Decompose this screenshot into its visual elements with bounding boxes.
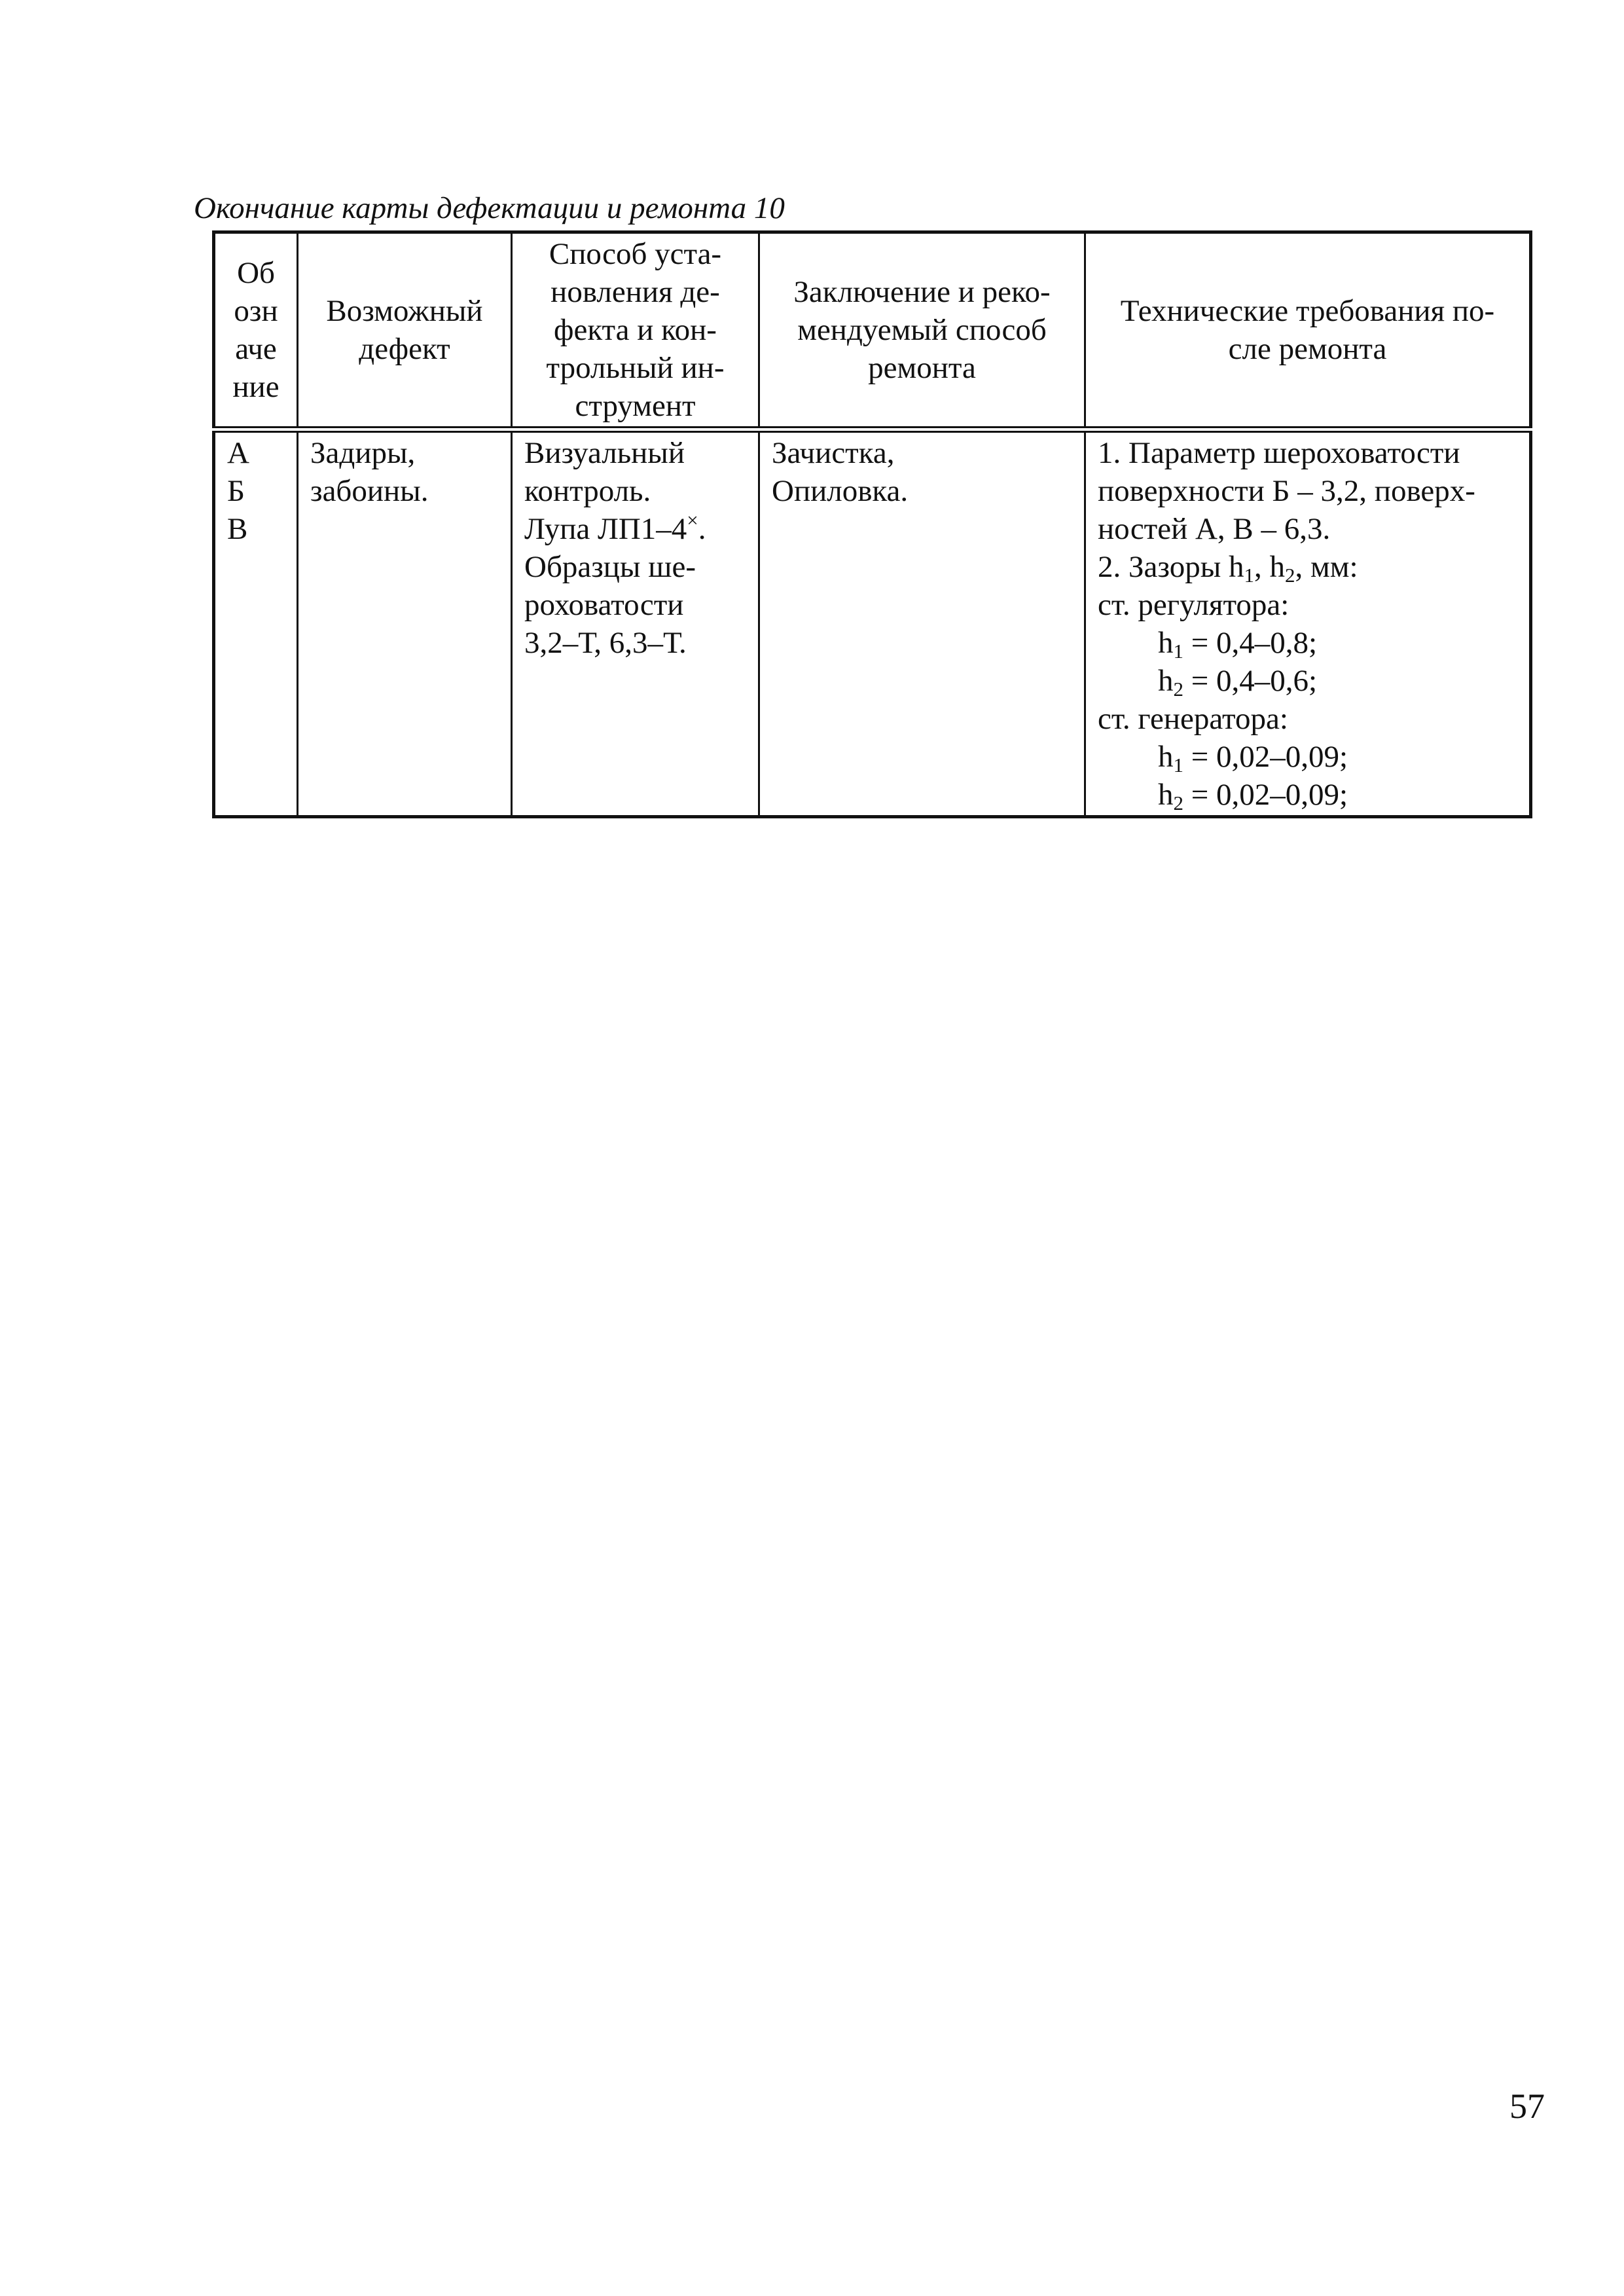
page-number: 57	[1509, 2086, 1545, 2126]
magnifier-line: Лупа ЛП1–4×.	[524, 509, 706, 546]
cell-conclusion: Зачистка, Опиловка.	[759, 429, 1085, 817]
regulator-h1: $h_1 = 0,4-0,8$;	[1158, 626, 1318, 663]
regulator-h2: $h_2 = 0,4-0,6$;	[1158, 664, 1318, 701]
header-technical-requirements: Технические требования по- сле ремонта	[1085, 232, 1531, 430]
cell-detection-method: Визуальный контроль. Лупа ЛП1–4×. Образцы ше- роховатости 3,2–Т, 6,3–Т.	[512, 429, 759, 817]
cell-technical-requirements: 1. Параметр шероховатости поверхности Б – 3,2, поверх- ностей А, В – 6,3. 2. Зазоры $h_1$, $h_2$, мм: ст. регулятора: $h_1 = 0,4-0,8$; $h_2 = 0,4-0,6$; ст. генератора: $h_1 = 0,02-0,09$; $h_2 = 0,02-0,09$;	[1085, 429, 1531, 817]
header-designation: Об озн аче ние	[214, 232, 298, 430]
cell-possible-defect: Задиры, забоины.	[298, 429, 512, 817]
generator-h1: $h_1 = 0,02-0,09$;	[1158, 740, 1348, 776]
defect-repair-table	[212, 230, 1532, 818]
table-row	[214, 429, 1531, 817]
cell-designation: А Б В	[214, 429, 298, 817]
header-conclusion: Заключение и реко- мендуемый способ ремонта	[759, 232, 1085, 430]
header-possible-defect: Возможный дефект	[298, 232, 512, 430]
table-caption: Окончание карты дефектации и ремонта 10	[194, 191, 785, 225]
gaps-line: 2. Зазоры $h_1$, $h_2$, мм:	[1098, 550, 1358, 587]
header-detection-method: Способ уста- новления де- фекта и кон- трольный ин- струмент	[512, 232, 759, 430]
table-header-row	[214, 232, 1531, 430]
generator-h2: $h_2 = 0,02-0,09$;	[1158, 778, 1348, 814]
